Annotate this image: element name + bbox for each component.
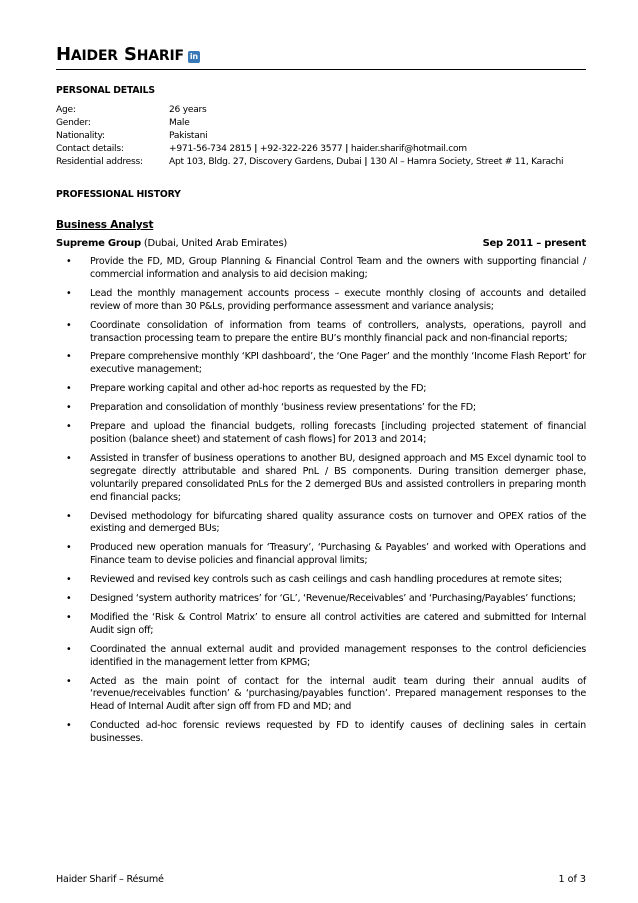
bullet-text: Coordinate consolidation of information from teams of controllers, analysts, operations, payroll and transaction processing team to prepare the entire BU’s monthly financial pack and non-financial reports; — [90, 319, 586, 344]
age-label: Age: — [56, 105, 76, 115]
list-item — [56, 351, 586, 377]
bullet-icon: • — [66, 421, 72, 433]
list-item — [56, 453, 586, 505]
bullet-icon: • — [66, 542, 72, 554]
header-divider — [56, 69, 586, 70]
responsibilities-list — [56, 256, 586, 752]
nationality-value: Pakistani — [169, 131, 208, 142]
bullet-text: Provide the FD, MD, Group Planning & Financial Control Team and the owners with supporting financial / commercial information and analysis to aid decision making; — [90, 256, 586, 280]
list-item — [56, 288, 586, 314]
contact-value — [169, 143, 467, 156]
name-first-rest: AIDER — [70, 48, 118, 64]
personal-details-heading: PERSONAL DETAILS — [56, 85, 155, 96]
list-item — [56, 383, 586, 396]
bullet-icon: • — [66, 383, 72, 395]
bullet-icon: • — [66, 675, 72, 687]
list-item — [56, 542, 586, 568]
job-title: Business Analyst — [56, 219, 154, 231]
list-item — [56, 644, 586, 670]
age-value: 26 years — [169, 105, 207, 115]
professional-history-heading: PROFESSIONAL HISTORY — [56, 189, 181, 200]
bullet-icon: • — [66, 256, 72, 267]
contact-separator: | — [254, 144, 258, 155]
address-separator: | — [364, 157, 368, 168]
linkedin-icon[interactable]: in — [189, 52, 198, 61]
gender-value: Male — [169, 118, 190, 129]
contact-separator: | — [345, 144, 349, 155]
bullet-icon: • — [66, 593, 72, 605]
list-item — [56, 511, 586, 537]
list-item — [56, 320, 586, 346]
employer-name: Supreme Group — [56, 238, 141, 249]
bullet-text: Conducted ad-hoc forensic reviews requested by FD to identify causes of declining sales in certain businesses. — [90, 720, 586, 745]
bullet-text: Coordinated the annual external audit and provided management responses to the control deficiencies identified in the management letter from KPMG; — [90, 643, 586, 668]
list-item — [56, 676, 586, 715]
bullet-icon: • — [66, 402, 72, 414]
employer-location: (Dubai, United Arab Emirates) — [140, 238, 288, 249]
contact-label: Contact details: — [56, 144, 124, 155]
bullet-text: Reviewed and revised key controls such as cash ceilings and cash handling procedures at remote sites; — [90, 574, 562, 586]
list-item — [56, 593, 586, 606]
candidate-name — [56, 44, 200, 67]
bullet-text: Acted as the main point of contact for the internal audit team during their annual audits of ‘revenue/receivables function’ & ‘purchasing/payables function’. Prepared management responses to the Head of Internal Audit after sign off from FD and MD; and — [90, 675, 586, 713]
list-item — [56, 421, 586, 447]
phone-pakistan[interactable]: +92-322-226 3577 — [259, 144, 343, 155]
gender-label: Gender: — [56, 118, 91, 129]
nationality-label: Nationality: — [56, 131, 105, 142]
bullet-text: Designed ‘system authority matrices’ for ‘GL’, ‘Revenue/Receivables’ and ‘Purchasing/Payables’ functions; — [90, 593, 576, 605]
list-item — [56, 574, 586, 587]
bullet-text: Assisted in transfer of business operations to another BU, designed approach and MS Excel dynamic tool to segregate directly attributable and shared PnL / BS components. During transition demerger phase, voluntarily prepared consolidated PnLs for the 2 demerged BUs and assisted controllers in preparing month end financial packs; — [90, 452, 586, 503]
bullet-icon: • — [66, 611, 72, 623]
bullet-icon: • — [66, 287, 72, 299]
bullet-icon: • — [66, 319, 72, 331]
bullet-text: Devised methodology for bifurcating shared quality assurance costs on turnover and OPEX ratios of the existing and demerged BUs; — [90, 510, 586, 535]
bullet-icon: • — [66, 574, 72, 586]
employer-line — [56, 238, 586, 249]
list-item — [56, 256, 586, 282]
name-last-rest: HARIF — [136, 48, 184, 64]
bullet-icon: • — [66, 452, 72, 464]
bullet-text: Prepare and upload the financial budgets, rolling forecasts [including projected statement of financial position (balance sheet) and statement of cash flows] for 2013 and 2014; — [90, 421, 586, 445]
job-dates: Sep 2011 – present — [482, 238, 586, 249]
address-dubai: Apt 103, Bldg. 27, Discovery Gardens, Dubai — [169, 157, 362, 168]
address-value — [169, 156, 563, 169]
bullet-text: Prepare comprehensive monthly ‘KPI dashboard’, the ‘One Pager’ and the monthly ‘Income Flash Report’ for executive management; — [90, 351, 586, 376]
bullet-icon: • — [66, 643, 72, 655]
list-item — [56, 612, 586, 638]
address-karachi: 130 Al – Hamra Society, Street # 11, Karachi — [369, 157, 564, 168]
address-label: Residential address: — [56, 157, 143, 168]
name-last-initial: S — [123, 44, 137, 65]
name-first-initial: H — [56, 44, 71, 65]
bullet-text: Preparation and consolidation of monthly ‘business review presentations’ for the FD; — [90, 402, 476, 414]
bullet-text: Produced new operation manuals for ‘Treasury’, ‘Purchasing & Payables’ and worked with Operations and Finance team to devise policies and financial approval limits; — [90, 542, 586, 567]
bullet-icon: • — [66, 510, 72, 522]
list-item — [56, 720, 586, 746]
phone-uae[interactable]: +971-56-734 2815 — [169, 144, 252, 155]
bullet-text: Lead the monthly management accounts process – execute monthly closing of accounts and detailed review of more than 30 P&Ls, providing performance assessment and variance analysis; — [90, 287, 586, 312]
bullet-text: Modified the ‘Risk & Control Matrix’ to ensure all control activities are catered and submitted for Internal Audit sign off; — [90, 611, 586, 636]
bullet-icon: • — [66, 720, 72, 732]
footer-title: Haider Sharif – Résumé — [56, 874, 164, 885]
bullet-text: Prepare working capital and other ad-hoc reports as requested by the FD; — [90, 383, 427, 395]
page-number: 1 of 3 — [558, 874, 586, 885]
email-link[interactable]: haider.sharif@hotmail.com — [350, 144, 467, 155]
bullet-icon: • — [66, 351, 72, 363]
list-item — [56, 402, 586, 415]
